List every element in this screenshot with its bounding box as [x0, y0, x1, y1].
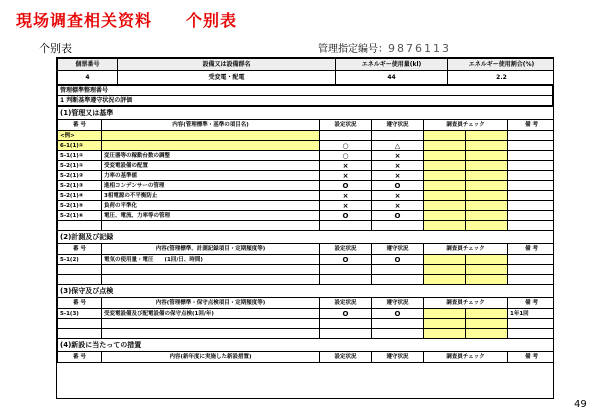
row-check-b [466, 211, 508, 221]
header-value: 44 [336, 71, 448, 85]
blank-cell [508, 329, 555, 339]
col-header-check: 調査員チェック [424, 120, 508, 131]
management-number: 9876113 [388, 42, 451, 55]
row-number: 5-2(1)④ [58, 191, 102, 201]
blank-cell [320, 275, 372, 285]
blank-cell [58, 329, 102, 339]
row-number: 5-2(1)⑤ [58, 201, 102, 211]
row-check-a [424, 211, 466, 221]
blank-row [58, 329, 555, 339]
blank-row [58, 319, 555, 329]
header-col: エネルギー使用割合(%) [448, 59, 555, 71]
table-row [58, 255, 555, 265]
header-values-row [58, 71, 555, 85]
blank-check-a [424, 275, 466, 285]
evaluation-body [58, 107, 555, 363]
row-compliance: × [372, 191, 424, 201]
row-remarks [508, 171, 555, 181]
row-compliance: × [372, 161, 424, 171]
column-header-row [58, 120, 555, 131]
col-header-remarks: 備 考 [508, 244, 555, 255]
table-row [58, 171, 555, 181]
row-check-b [466, 309, 508, 319]
row-number: 5-2(1)⑥ [58, 211, 102, 221]
header-value: 2.2 [448, 71, 555, 85]
row-compliance: △ [372, 141, 424, 151]
blank-check-b [466, 265, 508, 275]
table-row [58, 181, 555, 191]
blank-cell [102, 329, 320, 339]
row-check-a [424, 255, 466, 265]
blank-check-b [466, 221, 508, 231]
col-header-setting: 設定状況 [320, 120, 372, 131]
table-row [58, 201, 555, 211]
col-header-compliance: 遵守状況 [372, 298, 424, 309]
page-number: 49 [574, 399, 587, 410]
column-header-row [58, 352, 555, 363]
row-setting: O [320, 255, 372, 265]
header-col: 設備又は設備群名 [118, 59, 336, 71]
blank-cell [58, 275, 102, 285]
row-setting: ○ [320, 151, 372, 161]
table-row [58, 309, 555, 319]
col-header-no: 番 号 [58, 352, 102, 363]
row-number: 5-1(1)① [58, 151, 102, 161]
col-header-item: 内容(管理標準・基準の項目名) [102, 120, 320, 131]
row-check-a [424, 181, 466, 191]
management-number-line [318, 40, 451, 55]
table-row [58, 211, 555, 221]
row-remarks [508, 191, 555, 201]
col-header-item: 内容(管理標準・保守点検項目・定期頻度等) [102, 298, 320, 309]
column-header-row [58, 244, 555, 255]
doc-label: 个别表 [39, 42, 72, 55]
blank-cell [320, 329, 372, 339]
page-title [16, 8, 237, 31]
blank-cell [58, 319, 102, 329]
table-row [58, 161, 555, 171]
row-compliance: O [372, 255, 424, 265]
col-header-setting: 設定状況 [320, 352, 372, 363]
blank-cell [508, 221, 555, 231]
row-number: 5-1(3) [58, 309, 102, 319]
row-remarks: 1年1回 [508, 309, 555, 319]
section-title: (4)新設に当たっての措置 [58, 339, 555, 352]
row-item: 変圧器等の稼動台数の調整 [102, 151, 320, 161]
row-setting: O [320, 181, 372, 191]
blank-cell [372, 275, 424, 285]
col-header-compliance: 遵守状況 [372, 244, 424, 255]
row-item [102, 141, 320, 151]
row-number: 5-2(1)③ [58, 181, 102, 191]
blank-cell [320, 265, 372, 275]
row-check-b [466, 141, 508, 151]
mgmt-std-table [57, 85, 553, 106]
column-header-row [58, 298, 555, 309]
blank-cell [320, 221, 372, 231]
row-check-b [466, 255, 508, 265]
table-row [58, 191, 555, 201]
col-header-check: 調査員チェック [424, 244, 508, 255]
section-title: (2)計測及び記録 [58, 231, 555, 244]
row-item: 電気の使用量・電圧 (1回/日、時間) [102, 255, 320, 265]
blank-cell [372, 221, 424, 231]
row-item: 受変電設備及び配電設備の保守点検(1回/年) [102, 309, 320, 319]
header-labels-row [58, 59, 555, 71]
individual-form [56, 57, 554, 399]
table-row [58, 141, 555, 151]
row-item: 3相電源の不平衡防止 [102, 191, 320, 201]
col-header-check: 調査員チェック [424, 352, 508, 363]
row-setting: × [320, 171, 372, 181]
row-setting: O [320, 211, 372, 221]
row-number: 6-1(1)① [58, 141, 102, 151]
row-check-a [424, 191, 466, 201]
row-remarks [508, 255, 555, 265]
row-number: 5-1(2) [58, 255, 102, 265]
table-row [58, 131, 555, 141]
blank-check-b [466, 275, 508, 285]
blank-row [58, 265, 555, 275]
row-item [102, 131, 320, 141]
section-title: (3)保守及び点検 [58, 285, 555, 298]
row-check-b [466, 181, 508, 191]
blank-cell [102, 275, 320, 285]
row-check-a [424, 131, 466, 141]
blank-row [58, 275, 555, 285]
col-header-setting: 設定状況 [320, 244, 372, 255]
row-check-b [466, 161, 508, 171]
row-item: 負荷の平準化 [102, 201, 320, 211]
blank-check-b [466, 329, 508, 339]
row-number: <例> [58, 131, 102, 141]
row-check-a [424, 171, 466, 181]
blank-cell [320, 319, 372, 329]
evaluation-table [57, 106, 554, 363]
row-check-a [424, 141, 466, 151]
header-value: 4 [58, 71, 118, 85]
row-setting: ○ [320, 141, 372, 151]
blank-check-a [424, 221, 466, 231]
row-setting: O [320, 309, 372, 319]
col-header-compliance: 遵守状況 [372, 352, 424, 363]
row-compliance: × [372, 171, 424, 181]
section-title: (1)管理又は基準 [58, 107, 555, 120]
row-item: 進相コンデンサーの管理 [102, 181, 320, 191]
row-number: 5-2(1)① [58, 161, 102, 171]
row-setting: × [320, 191, 372, 201]
row-remarks [508, 201, 555, 211]
blank-cell [508, 275, 555, 285]
blank-cell [58, 265, 102, 275]
col-header-remarks: 備 考 [508, 120, 555, 131]
blank-cell [508, 319, 555, 329]
row-remarks [508, 141, 555, 151]
blank-cell [102, 319, 320, 329]
row-check-b [466, 131, 508, 141]
col-header-compliance: 遵守状況 [372, 120, 424, 131]
header-value: 受変電・配電 [118, 71, 336, 85]
management-label: 管理指定编号： [318, 44, 388, 55]
section-title-row [58, 285, 555, 298]
title-main: 現场调查相关资料 [16, 11, 153, 30]
col-header-check: 調査員チェック [424, 298, 508, 309]
row-remarks [508, 181, 555, 191]
eval-title: 1 判断基準遵守状況の評価 [58, 96, 553, 106]
col-header-remarks: 備 考 [508, 352, 555, 363]
blank-check-a [424, 319, 466, 329]
col-header-no: 番 号 [58, 244, 102, 255]
row-compliance [372, 131, 424, 141]
row-check-b [466, 191, 508, 201]
table-row [58, 151, 555, 161]
blank-check-a [424, 265, 466, 275]
row-compliance: × [372, 151, 424, 161]
blank-cell [102, 221, 320, 231]
row-remarks [508, 161, 555, 171]
row-remarks [508, 211, 555, 221]
section-title-row [58, 231, 555, 244]
row-compliance: O [372, 211, 424, 221]
header-col: 個票番号 [58, 59, 118, 71]
row-setting: × [320, 201, 372, 211]
blank-check-a [424, 329, 466, 339]
col-header-item: 内容(管理標準、計測記録項目・定期頻度等) [102, 244, 320, 255]
blank-cell [372, 319, 424, 329]
row-check-a [424, 161, 466, 171]
col-header-no: 番 号 [58, 298, 102, 309]
row-check-a [424, 201, 466, 211]
row-item: 電圧、電流、力率等の管理 [102, 211, 320, 221]
blank-cell [372, 265, 424, 275]
row-setting [320, 131, 372, 141]
blank-row [58, 221, 555, 231]
title-sub: 个别表 [186, 11, 238, 30]
row-remarks [508, 131, 555, 141]
row-compliance: × [372, 201, 424, 211]
row-item: 力率の基準値 [102, 171, 320, 181]
section-title-row [58, 107, 555, 120]
row-number: 5-2(1)② [58, 171, 102, 181]
blank-check-b [466, 319, 508, 329]
row-check-a [424, 309, 466, 319]
row-check-b [466, 171, 508, 181]
blank-cell [372, 329, 424, 339]
header-table [57, 58, 554, 85]
row-remarks [508, 151, 555, 161]
row-compliance: O [372, 181, 424, 191]
blank-cell [102, 265, 320, 275]
row-check-b [466, 151, 508, 161]
row-item: 受変電設備の配置 [102, 161, 320, 171]
section-title-row [58, 339, 555, 352]
blank-cell [58, 221, 102, 231]
mgmt-std-label: 管理標準整理番号 [58, 86, 553, 96]
row-check-b [466, 201, 508, 211]
col-header-remarks: 備 考 [508, 298, 555, 309]
row-check-a [424, 151, 466, 161]
blank-cell [508, 265, 555, 275]
row-setting: × [320, 161, 372, 171]
header-col: エネルギー使用量(kl) [336, 59, 448, 71]
col-header-setting: 設定状況 [320, 298, 372, 309]
row-compliance: O [372, 309, 424, 319]
col-header-item: 内容(新年度に実施した新設措置) [102, 352, 320, 363]
col-header-no: 番 号 [58, 120, 102, 131]
